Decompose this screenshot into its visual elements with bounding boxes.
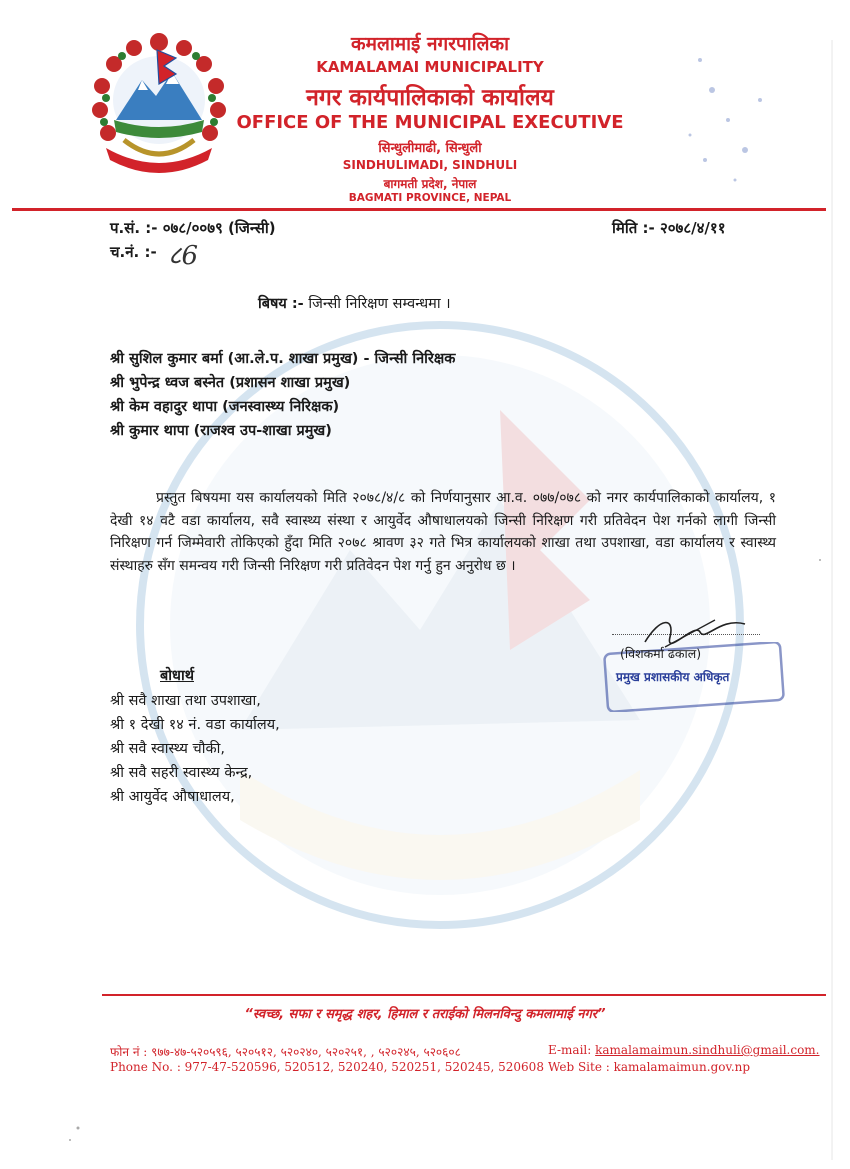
email-label: E-mail: xyxy=(548,1043,592,1057)
office-name-nepali: नगर कार्यपालिकाको कार्यालय xyxy=(306,85,554,111)
recipient-4: श्री कुमार थापा (राजश्व उप-शाखा प्रमुख) xyxy=(110,423,332,439)
email-link[interactable]: kamalamaimun.sindhuli@gmail.com. xyxy=(595,1043,820,1057)
province-english: BAGMATI PROVINCE, NEPAL xyxy=(348,192,512,204)
phone-english: Phone No. : 977-47-520596, 520512, 520240, 520251, 520245, 520608 xyxy=(110,1060,544,1074)
phone-nepali: फोन नं : ९७७-४७-५२०५९६, ५२०५१२, ५२०२४०, ५२०२५१, , ५२०२४५, ५२०६०८ xyxy=(110,1045,461,1059)
province-nepali: बागमती प्रदेश, नेपाल xyxy=(383,177,477,191)
cc-item-5: श्री आयुर्वेद औषाधालय, xyxy=(110,789,235,805)
header-divider xyxy=(12,208,826,211)
municipality-name-english: KAMALAMAI MUNICIPALITY xyxy=(316,58,544,76)
recipient-1: श्री सुशिल कुमार बर्मा (आ.ले.प. शाखा प्रमुख) - जिन्सी निरिक्षक xyxy=(110,351,456,367)
signatory-designation: प्रमुख प्रशासकीय अधिकृत xyxy=(616,670,730,684)
subject-line xyxy=(258,293,451,313)
subject-label: बिषय :- xyxy=(258,296,304,312)
cc-item-1: श्री सवै शाखा तथा उपशाखा, xyxy=(110,693,261,709)
email-line xyxy=(548,1043,819,1057)
municipality-name-nepali: कमलामाई नगरपालिका xyxy=(350,33,510,55)
footer-divider xyxy=(102,994,826,996)
cc-item-3: श्री सवै स्वास्थ्य चौकी, xyxy=(110,741,225,757)
letter-body: प्रस्तुत बिषयमा यस कार्यालयको मिति २०७८/४/८ को निर्णयानुसार आ.व. ०७७/०७८ को नगर कार्यपालिकाको कार्यालय, १ देखी १४ वटै वडा कार्यालय, सवै स्वास्थ्य संस्था र आयुर्वेद औषाधालयको जिन्सी निरिक्षण गरी प्रतिवेदन पेश गर्नको लागी जिन्सी निरिक्षण गर्न जिम्मेवारी तोकिएको हुँदा मिति २०७८ श्रावण ३२ गते भित्र कार्यालयको शाखा तथा उपशाखा, वडा कार्यालय र स्वास्थ्य संस्थाहरु सँग समन्वय गरी जिन्सी निरिक्षण गरी प्रतिवेदन पेश गर्नु हुन अनुरोध छ । xyxy=(110,490,776,574)
chalani-label: च.नं. :- xyxy=(110,243,157,261)
chalani-number-handwritten: ८6 xyxy=(168,241,199,271)
website-line[interactable]: Web Site : kamalamaimun.gov.np xyxy=(548,1060,751,1074)
office-name-english: OFFICE OF THE MUNICIPAL EXECUTIVE xyxy=(236,112,624,133)
reference-number: प.सं. :- ०७८/००७९ (जिन्सी) xyxy=(110,219,276,237)
cc-item-2: श्री १ देखी १४ नं. वडा कार्यालय, xyxy=(110,717,280,733)
location-nepali: सिन्धुलीमाढी, सिन्धुली xyxy=(378,141,482,156)
municipality-slogan: “स्वच्छ, सफा र समृद्ध शहर, हिमाल र तराईको मिलनविन्दु कमलामाई नगर” xyxy=(244,1007,606,1022)
subject-text: जिन्सी निरिक्षण सम्वन्धमा । xyxy=(308,296,451,312)
location-english: SINDHULIMADI, SINDHULI xyxy=(342,158,518,172)
signatory-name: (विशकर्मा ढकाल) xyxy=(620,646,702,661)
letter-date: मिति :- २०७८/४/११ xyxy=(612,219,726,237)
recipient-3: श्री केम वहादुर थापा (जनस्वास्थ्य निरिक्षक) xyxy=(110,399,340,415)
recipient-2: श्री भुपेन्द्र ध्वज बस्नेत (प्रशासन शाखा प्रमुख) xyxy=(110,375,351,391)
cc-title: बोधार्थ xyxy=(160,668,194,684)
cc-item-4: श्री सवै सहरी स्वास्थ्य केन्द्र, xyxy=(110,765,253,781)
